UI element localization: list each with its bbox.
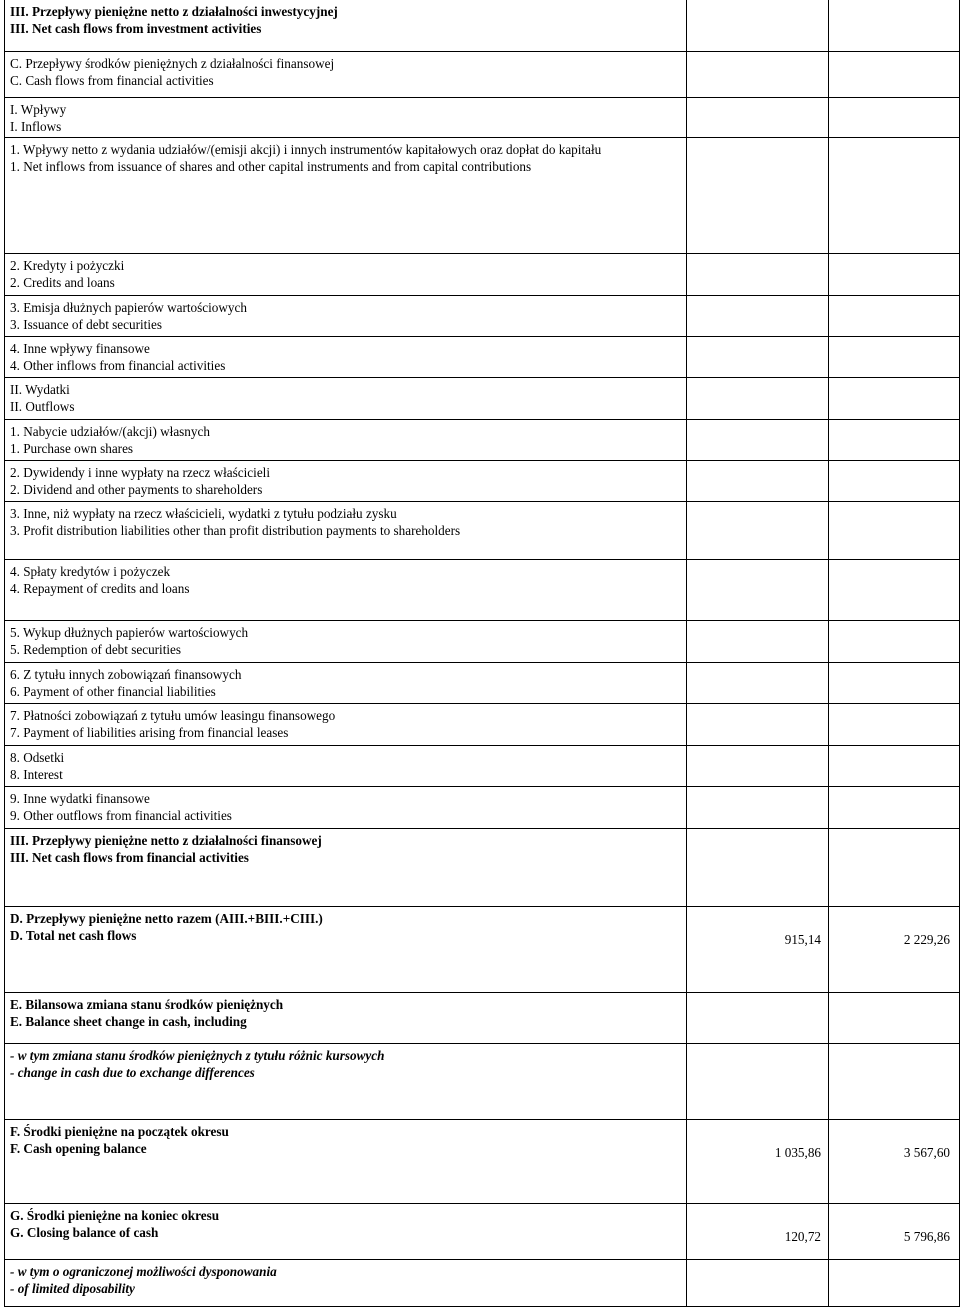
row-label: [10, 505, 680, 539]
value-current-period: 1 035,86: [774, 1145, 821, 1160]
row-label: [10, 624, 680, 658]
table-row: [5, 337, 959, 378]
row-label: [10, 563, 680, 597]
table-row: [5, 52, 959, 98]
row-label: [10, 464, 680, 498]
label-english: - of limited diposability: [10, 1281, 135, 1296]
label-english: 7. Payment of liabilities arising from financial leases: [10, 725, 289, 740]
label-english: 6. Payment of other financial liabilities: [10, 684, 216, 699]
row-label: [10, 141, 680, 175]
table-row: [5, 663, 959, 704]
label-english: 4. Other inflows from financial activities: [10, 358, 226, 373]
table-row: [5, 0, 959, 52]
label-polish: III. Przepływy pieniężne netto z działalności finansowej: [10, 833, 322, 848]
table-row: [5, 138, 959, 254]
row-label: [10, 257, 680, 291]
label-polish: 1. Wpływy netto z wydania udziałów/(emisji akcji) i innych instrumentów kapitałowych oraz dopłat do kapitału: [10, 142, 602, 157]
label-polish: 3. Inne, niż wypłaty na rzecz właścicieli, wydatki z tytułu podziału zysku: [10, 506, 397, 521]
label-polish: I. Wpływy: [10, 102, 67, 117]
row-label: [10, 55, 680, 89]
label-polish: 8. Odsetki: [10, 750, 65, 765]
label-english: - change in cash due to exchange differences: [10, 1065, 255, 1080]
row-label: [10, 749, 680, 783]
label-english: 8. Interest: [10, 767, 63, 782]
row-label: [10, 299, 680, 333]
table-row: [5, 502, 959, 560]
table-row: [5, 420, 959, 461]
table-row: [5, 1204, 959, 1260]
table-row: [5, 98, 959, 138]
label-polish: 2. Kredyty i pożyczki: [10, 258, 125, 273]
label-english: 2. Credits and loans: [10, 275, 115, 290]
label-english: D. Total net cash flows: [10, 928, 137, 943]
label-polish: 1. Nabycie udziałów/(akcji) własnych: [10, 424, 210, 439]
label-english: I. Inflows: [10, 119, 62, 134]
table-row: [5, 993, 959, 1044]
table-row: [5, 1260, 959, 1305]
row-label: [10, 1047, 680, 1081]
label-polish: III. Przepływy pieniężne netto z działalności inwestycyjnej: [10, 4, 338, 19]
table-row: [5, 296, 959, 337]
row-label: [10, 996, 680, 1030]
cash-flow-table: [4, 0, 960, 1307]
table-row: [5, 704, 959, 746]
row-label: [10, 381, 680, 415]
table-row: [5, 254, 959, 296]
label-polish: 4. Spłaty kredytów i pożyczek: [10, 564, 171, 579]
row-label: [10, 1263, 680, 1297]
table-row: [5, 829, 959, 907]
table-row: [5, 907, 959, 993]
label-english: F. Cash opening balance: [10, 1141, 147, 1156]
row-label: [10, 790, 680, 824]
row-label: [10, 707, 680, 741]
label-english: E. Balance sheet change in cash, including: [10, 1014, 247, 1029]
label-polish: 6. Z tytułu innych zobowiązań finansowych: [10, 667, 242, 682]
label-english: 3. Issuance of debt securities: [10, 317, 162, 332]
table-row: [5, 1044, 959, 1120]
label-polish: - w tym o ograniczonej możliwości dysponowania: [10, 1264, 277, 1279]
row-label: [10, 340, 680, 374]
row-label: [10, 1207, 680, 1241]
row-label: [10, 423, 680, 457]
label-english: 1. Purchase own shares: [10, 441, 134, 456]
row-label: [10, 832, 680, 866]
row-label: [10, 910, 680, 944]
row-label: [10, 666, 680, 700]
value-previous-period: 2 229,26: [903, 932, 950, 947]
table-row: [5, 461, 959, 502]
label-polish: II. Wydatki: [10, 382, 70, 397]
label-polish: 9. Inne wydatki finansowe: [10, 791, 150, 806]
label-english: III. Net cash flows from financial activities: [10, 850, 249, 865]
label-english: 4. Repayment of credits and loans: [10, 581, 190, 596]
label-english: G. Closing balance of cash: [10, 1225, 159, 1240]
label-polish: G. Środki pieniężne na koniec okresu: [10, 1208, 220, 1223]
table-row: [5, 1120, 959, 1204]
label-polish: 4. Inne wpływy finansowe: [10, 341, 150, 356]
label-polish: D. Przepływy pieniężne netto razem (AIII.+BIII.+CIII.): [10, 911, 323, 926]
table-row: [5, 560, 959, 621]
label-english: III. Net cash flows from investment activities: [10, 21, 262, 36]
label-polish: E. Bilansowa zmiana stanu środków pieniężnych: [10, 997, 284, 1012]
row-label: [10, 101, 680, 135]
table-row: [5, 787, 959, 829]
label-polish: - w tym zmiana stanu środków pieniężnych z tytułu różnic kursowych: [10, 1048, 385, 1063]
row-label: [10, 3, 680, 37]
row-label: [10, 1123, 680, 1157]
table-row: [5, 378, 959, 420]
label-english: C. Cash flows from financial activities: [10, 73, 214, 88]
label-polish: C. Przepływy środków pieniężnych z działalności finansowej: [10, 56, 335, 71]
table-row: [5, 621, 959, 663]
label-polish: 2. Dywidendy i inne wypłaty na rzecz właścicieli: [10, 465, 270, 480]
label-english: 5. Redemption of debt securities: [10, 642, 182, 657]
label-polish: 3. Emisja dłużnych papierów wartościowych: [10, 300, 247, 315]
label-polish: F. Środki pieniężne na początek okresu: [10, 1124, 229, 1139]
value-current-period: 915,14: [784, 932, 821, 947]
value-current-period: 120,72: [784, 1229, 821, 1244]
label-english: 3. Profit distribution liabilities other than profit distribution payments to shareholders: [10, 523, 461, 538]
label-polish: 7. Płatności zobowiązań z tytułu umów leasingu finansowego: [10, 708, 336, 723]
label-polish: 5. Wykup dłużnych papierów wartościowych: [10, 625, 249, 640]
value-previous-period: 3 567,60: [903, 1145, 950, 1160]
table-row: [5, 746, 959, 787]
label-english: 2. Dividend and other payments to shareholders: [10, 482, 263, 497]
label-english: II. Outflows: [10, 399, 75, 414]
label-english: 9. Other outflows from financial activities: [10, 808, 232, 823]
label-english: 1. Net inflows from issuance of shares and other capital instruments and from capital contributions: [10, 159, 532, 174]
value-previous-period: 5 796,86: [903, 1229, 950, 1244]
